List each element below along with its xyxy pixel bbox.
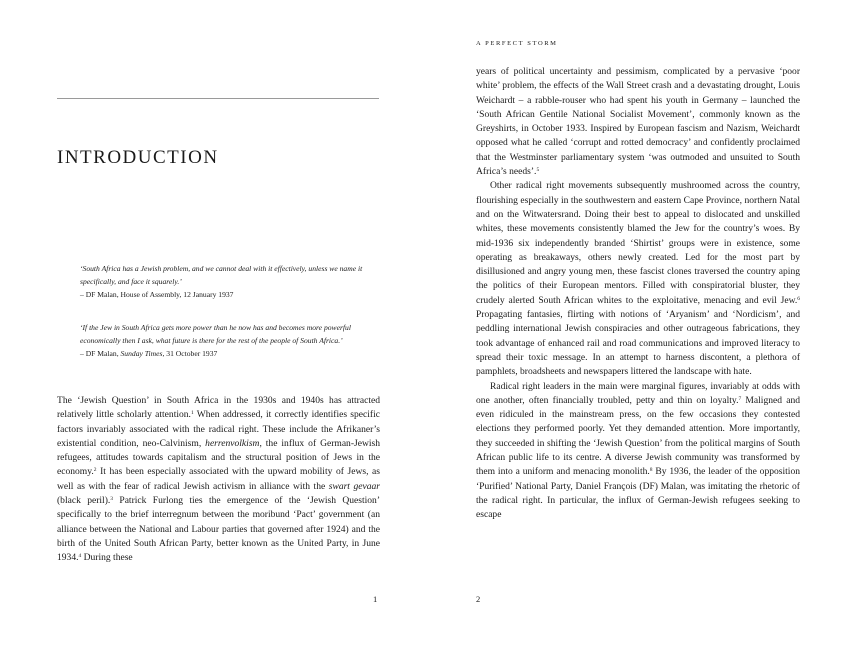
running-head: A PERFECT STORM bbox=[476, 40, 558, 47]
footnote-marker: 7 bbox=[738, 395, 742, 402]
footnote-marker: 4 bbox=[78, 553, 82, 560]
epigraph-source-prefix: – DF Malan, bbox=[80, 349, 121, 358]
body-paragraph bbox=[476, 179, 800, 379]
footnote-marker: 2 bbox=[93, 467, 97, 474]
epigraph-quote: ‘If the Jew in South Africa gets more power than he now has and becomes more powerful economically then I ask, what future is there for the rest of the people of South Africa.’ bbox=[80, 323, 351, 345]
body-paragraph bbox=[476, 380, 800, 523]
epigraph-source-publication: Sunday Times bbox=[120, 349, 163, 358]
text-run: During these bbox=[81, 552, 133, 564]
footnote-marker: 5 bbox=[536, 167, 540, 174]
page-number: 1 bbox=[373, 594, 378, 604]
footnote-marker: 3 bbox=[110, 496, 114, 503]
epigraph-source bbox=[80, 347, 370, 360]
footnote-marker: 1 bbox=[190, 410, 194, 417]
footnote-marker: 8 bbox=[649, 467, 653, 474]
text-run: Propagating fantasies, flirting with notions of ‘Aryanism’ and ‘Nordicism’, and peddling international Jewish conspiracies and other outrageous fabrications, they took advantage of enhanced rail and road communications and improved literacy to spread their toxic message. In an attempt to harness discontent, a plethora of pamphlets, broadsheets and newspapers littered the landscape with hate. bbox=[476, 309, 800, 378]
text-run: When addressed, it correctly identifies specific factors invariably associated with the radical right. These include the Afrikaner’s existential condition, neo-Calvinism, bbox=[57, 409, 380, 449]
text-run: Radical right leaders in the main were marginal figures, invariably at odds with one another, often financially troubled, petty and thin on loyalty. bbox=[476, 380, 800, 406]
epigraph-1 bbox=[80, 262, 370, 301]
text-run: (black peril). bbox=[57, 495, 111, 507]
italic-term: swart gevaar bbox=[328, 480, 380, 492]
text-run: Maligned and even ridiculed in the mainstream press, on the few occasions they contested elections they performed poorly. Yet they demanded attention. More importantly, they succeeded in shifting the ‘Jewish Question’ from the political margins of South African public life to its centre. A diverse Jewish community was transformed by them into a uniform and menacing monolith. bbox=[476, 394, 800, 478]
body-text bbox=[476, 65, 800, 523]
chapter-rule bbox=[57, 98, 379, 99]
text-run: The ‘Jewish Question’ in South Africa in the 1930s and 1940s has attracted relatively little scholarly attention. bbox=[57, 395, 380, 421]
text-run: By 1936, the leader of the opposition ‘Purified’ National Party, Daniel François (DF) Malan, was imitating the rhetoric of the radical right. In particular, the influx of German-Jewish refugees seeking to escape bbox=[476, 466, 800, 521]
italic-term: herrenvolkism bbox=[205, 437, 260, 449]
text-run: It has been especially associated with the upward mobility of Jews, as well as with the fear of radical Jewish activism in alliance with the bbox=[57, 466, 380, 492]
text-run: Other radical right movements subsequently mushroomed across the country, flourishing especially in the southwestern and eastern Cape Province, northern Natal and on the Witwatersrand. Doing their best to appeal to dislocated and unskilled whites, these movements consistently blamed the Jew for the country’s woes. By mid-1936 six independently branded ‘Shirtist’ groups were in existence, some operating as breakaways, others newly created. Led for the most part by disillusioned and angry young men, these fascist clones traversed the country aping the politics of their European mentors. Filled with conspiratorial bluster, they crudely alerted South African whites to the exploitative, menacing and evil Jew. bbox=[476, 180, 800, 306]
epigraph-quote: ‘South Africa has a Jewish problem, and we cannot deal with it effectively, unless we name it specifically, and face it squarely.’ bbox=[80, 264, 363, 286]
footnote-marker: 6 bbox=[797, 295, 800, 302]
right-page bbox=[428, 0, 856, 660]
body-paragraph bbox=[57, 394, 380, 566]
chapter-title: INTRODUCTION bbox=[57, 147, 219, 168]
body-text bbox=[57, 394, 380, 566]
epigraph-source: – DF Malan, House of Assembly, 12 January 1937 bbox=[80, 290, 234, 299]
body-paragraph bbox=[476, 65, 800, 179]
page-number: 2 bbox=[476, 594, 481, 604]
epigraph-source-date: , 31 October 1937 bbox=[162, 349, 218, 358]
text-run: Patrick Furlong ties the emergence of the ‘Jewish Question’ specifically to the brief interregnum between the moribund ‘Pact’ government (an alliance between the National and Labour parties that governed after 1924) and the birth of the United South African Party, better known as the United Party, in June 1934. bbox=[57, 495, 381, 564]
text-run: years of political uncertainty and pessimism, complicated by a pervasive ‘poor white’ problem, the effects of the Wall Street crash and a devastating drought, Louis Weichardt – a rabble-rouser who had spent his youth in Germany – launched the ‘South African Gentile National Socialist Movement’, commonly known as the Greyshirts, in October 1933. Inspired by European fascism and Nazism, Weichardt opposed what he called ‘corrupt and rotted democracy’ and confidently proclaimed that the Westminster parliamentary system ‘was outmoded and unsuited to South Africa’s needs’. bbox=[476, 66, 800, 178]
epigraph-2 bbox=[80, 321, 370, 360]
text-run: , the influx of German-Jewish refugees, attitudes towards capitalism and the structural position of Jews in the economy. bbox=[57, 437, 380, 478]
